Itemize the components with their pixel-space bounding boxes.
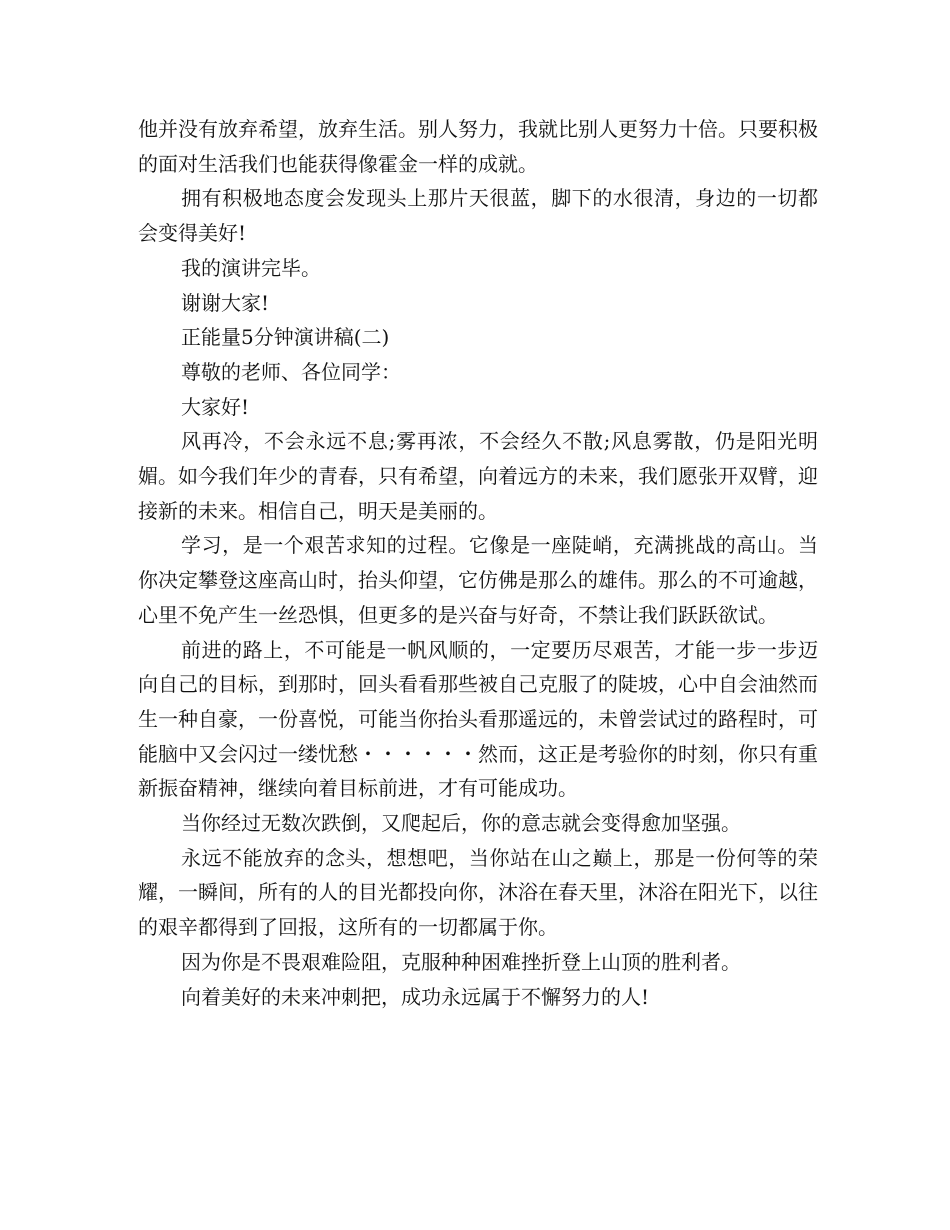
paragraph-positive-attitude: 拥有积极地态度会发现头上那片天很蓝，脚下的水很清，身边的一切都会变得美好! [138,186,818,246]
paragraph-wind-fog: 风再冷，不会永远不息;雾再浓，不会经久不散;风息雾散，仍是阳光明媚。如今我们年少的青春，只有希望，向着远方的未来，我们愿张开双臂，迎接新的未来。相信自己，明天是美丽的。 [138,429,818,523]
paragraph-continuation: 他并没有放弃希望，放弃生活。别人努力，我就比别人更努力十倍。只要积极的面对生活我们也能获得像霍金一样的成就。 [138,117,818,176]
paragraph-road-ahead: 前进的路上，不可能是一帆风顺的，一定要历尽艰苦，才能一步一步迈向自己的目标，到那时，回头看看那些被自己克服了的陡坡，心中自会油然而生一种自豪，一份喜悦，可能当你抬头看那遥远的，未曾尝试过的路程时，可能脑中又会闪过一缕忧愁・・・・・・然而，这正是考验你的时刻，你只有重新振奋精神，继续向着目标前进，才有可能成功。 [138,637,818,801]
document-body [138,112,818,1014]
paragraph-learning: 学习，是一个艰苦求知的过程。它像是一座陡峭，充满挑战的高山。当你决定攀登这座高山时，抬头仰望，它仿佛是那么的雄伟。那么的不可逾越，心里不免产生一丝恐惧，但更多的是兴奋与好奇，不禁让我们跃跃欲试。 [138,533,818,627]
paragraph-falling: 当你经过无数次跌倒，又爬起后，你的意志就会变得愈加坚强。 [181,811,741,836]
paragraph-closing: 向着美好的未来冲刺把，成功永远属于不懈努力的人! [181,984,650,1009]
section-title: 正能量5分钟演讲稿(二) [181,325,390,350]
paragraph-winner: 因为你是不畏艰难险阻，克服种种困难挫折登上山顶的胜利者。 [181,949,741,974]
paragraph-salutation: 尊敬的老师、各位同学： [181,359,401,384]
paragraph-never-give-up: 永远不能放弃的念头，想想吧，当你站在山之巅上，那是一份何等的荣耀，一瞬间，所有的人的目光都投向你，沐浴在春天里，沐浴在阳光下，以往的艰辛都得到了回报，这所有的一切都属于你。 [138,845,818,940]
paragraph-thanks: 谢谢大家! [181,290,270,315]
paragraph-speech-end: 我的演讲完毕。 [181,255,321,280]
paragraph-greeting: 大家好! [181,394,250,419]
